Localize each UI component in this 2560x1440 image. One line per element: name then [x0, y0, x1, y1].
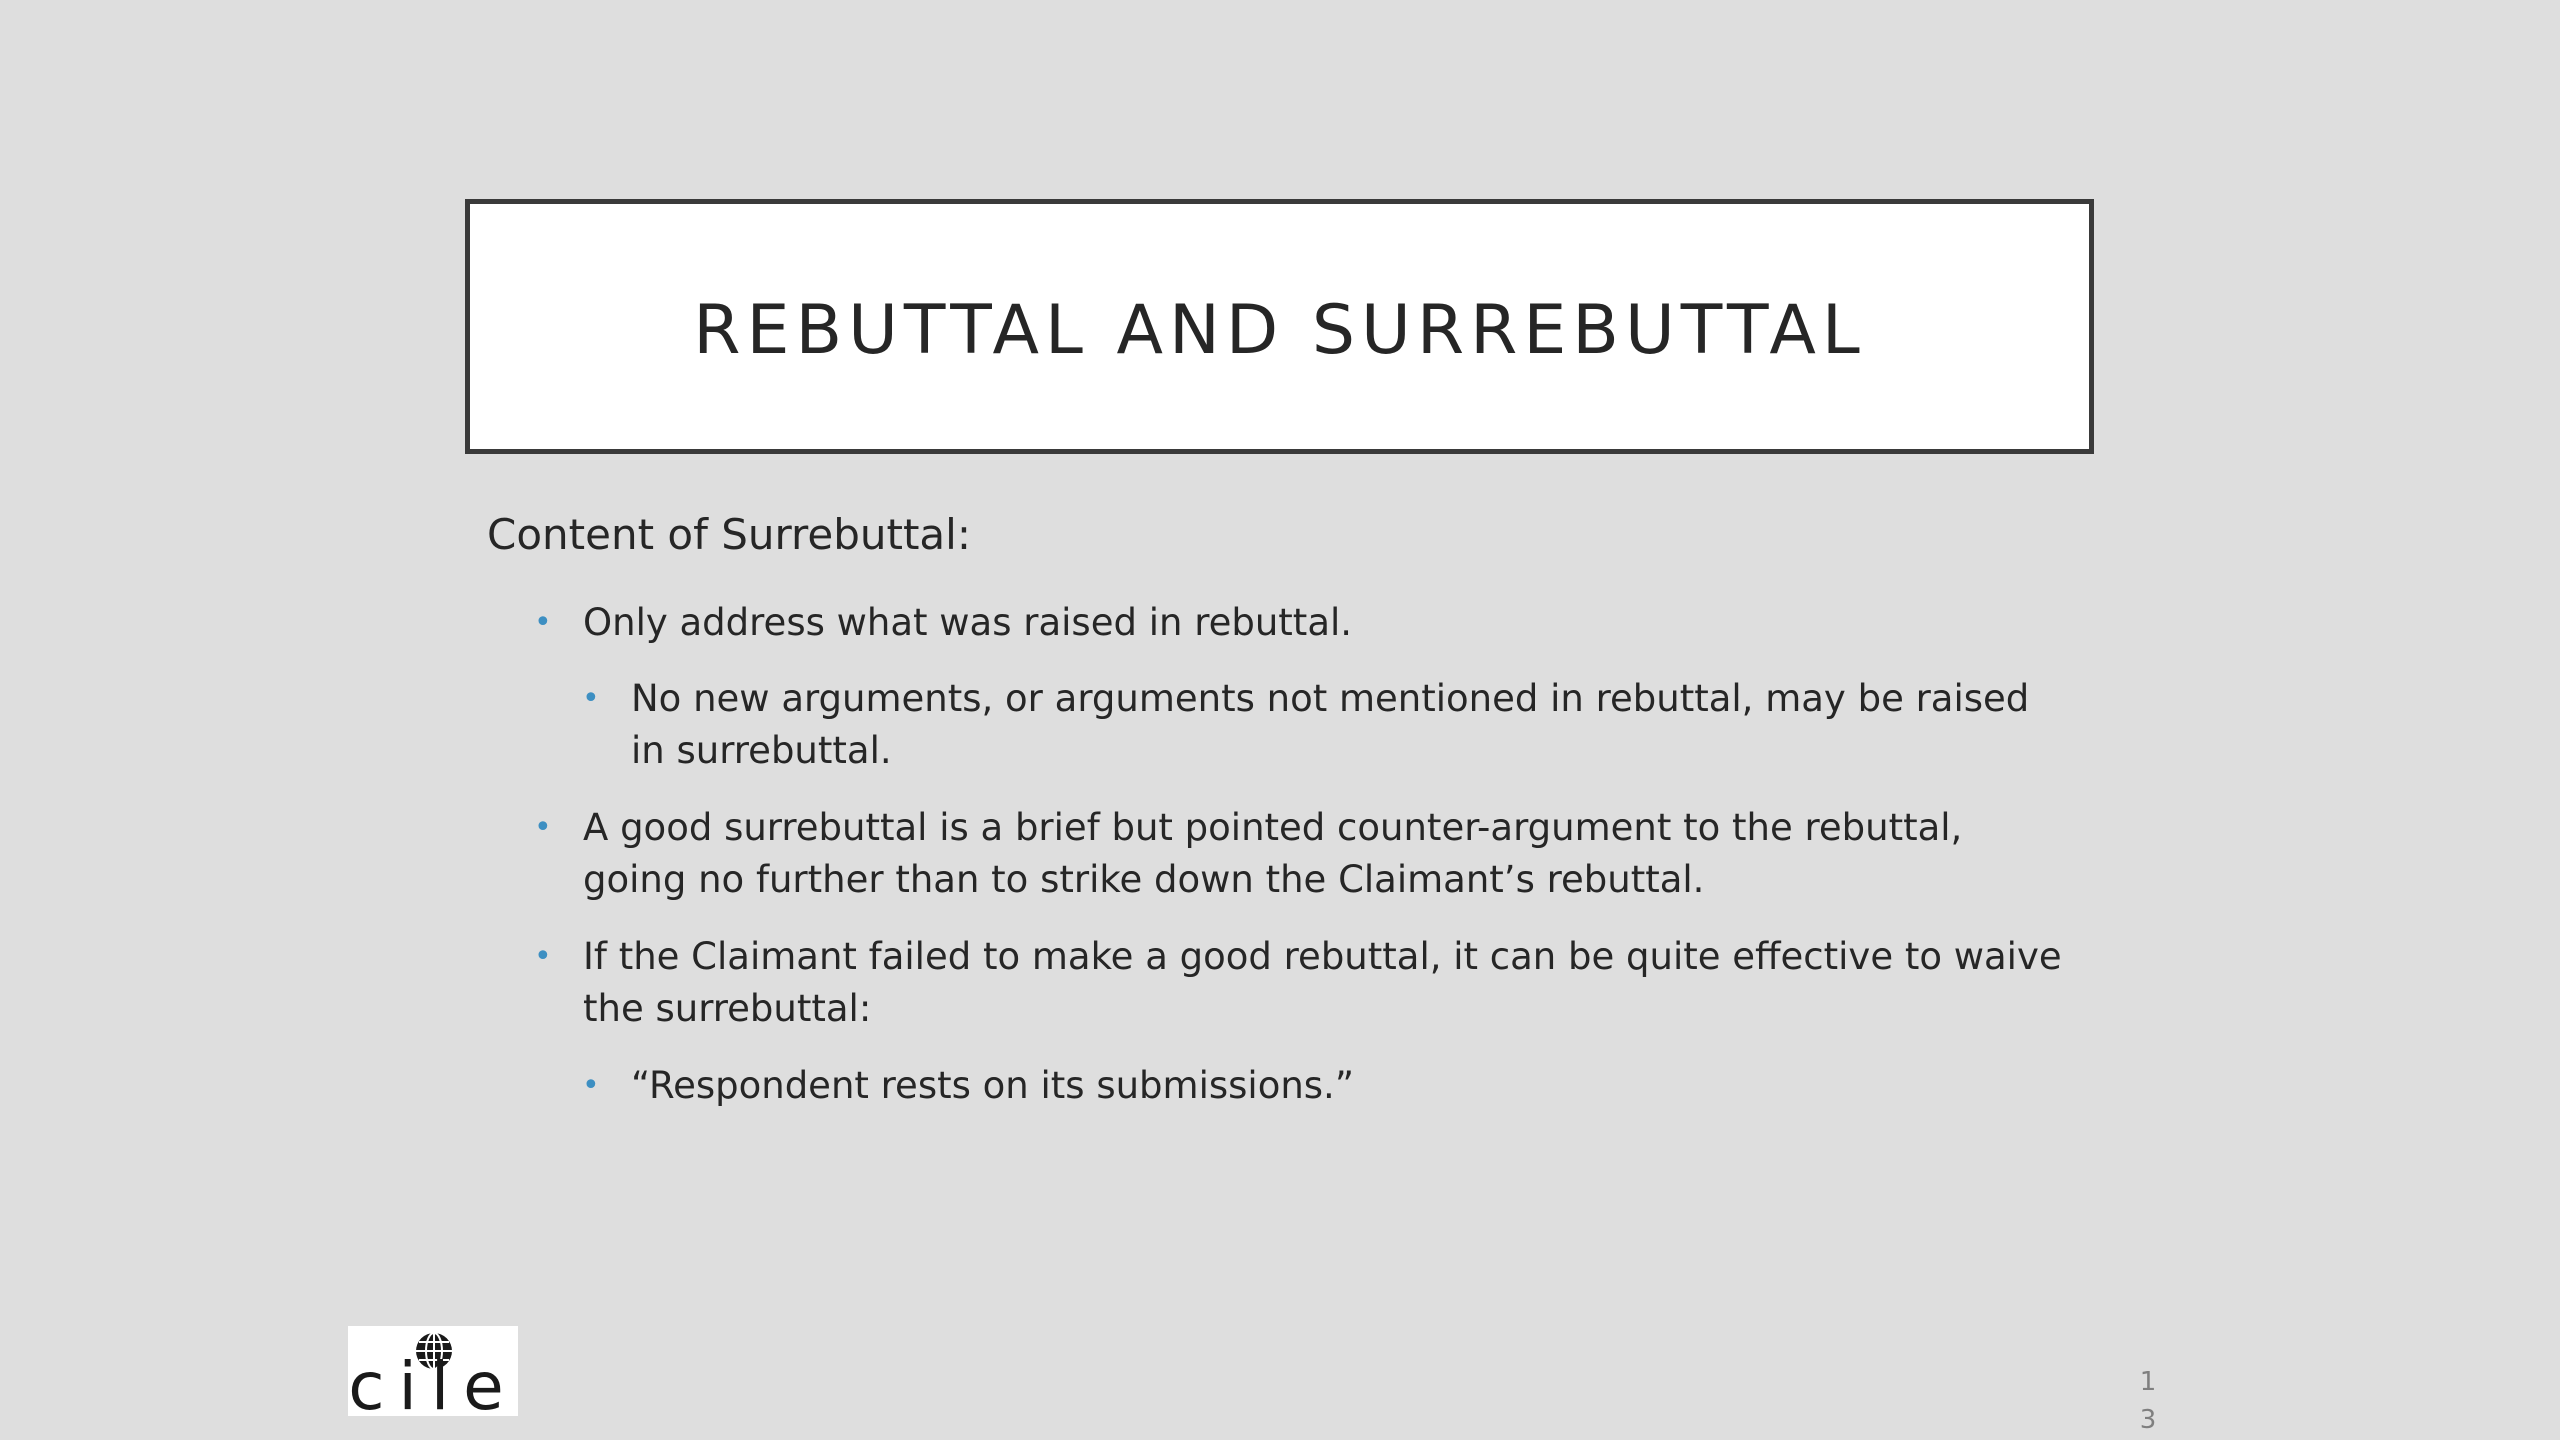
- bullet-text: If the Claimant failed to make a good rebuttal, it can be quite effective to waive the surrebuttal:: [583, 935, 2062, 1030]
- page-number-line: 1: [2139, 1367, 2157, 1397]
- slide-title: REBUTTAL AND SURREBUTTAL: [693, 291, 1866, 370]
- bullet-text: Only address what was raised in rebuttal.: [583, 601, 1353, 644]
- bullet-dot-icon: •: [534, 939, 552, 974]
- bullet-dot-icon: •: [582, 681, 600, 716]
- logo-text: cile: [348, 1348, 518, 1425]
- bullet-dot-icon: •: [582, 1068, 600, 1103]
- cile-logo: [348, 1326, 518, 1425]
- bullet-dot-icon: •: [534, 810, 552, 845]
- page-number-line: 3: [2139, 1405, 2157, 1435]
- page-number: [2136, 1363, 2160, 1439]
- bullet-text: A good surrebuttal is a brief but pointed counter-argument to the rebuttal, going no further than to strike down the Claimant’s rebuttal.: [583, 806, 1963, 901]
- bullet-text: No new arguments, or arguments not mentioned in rebuttal, may be raised in surrebuttal.: [631, 677, 2030, 772]
- content-heading: Content of Surrebuttal:: [487, 510, 971, 559]
- bullet-text: “Respondent rests on its submissions.”: [631, 1064, 1354, 1107]
- bullet-dot-icon: •: [534, 605, 552, 640]
